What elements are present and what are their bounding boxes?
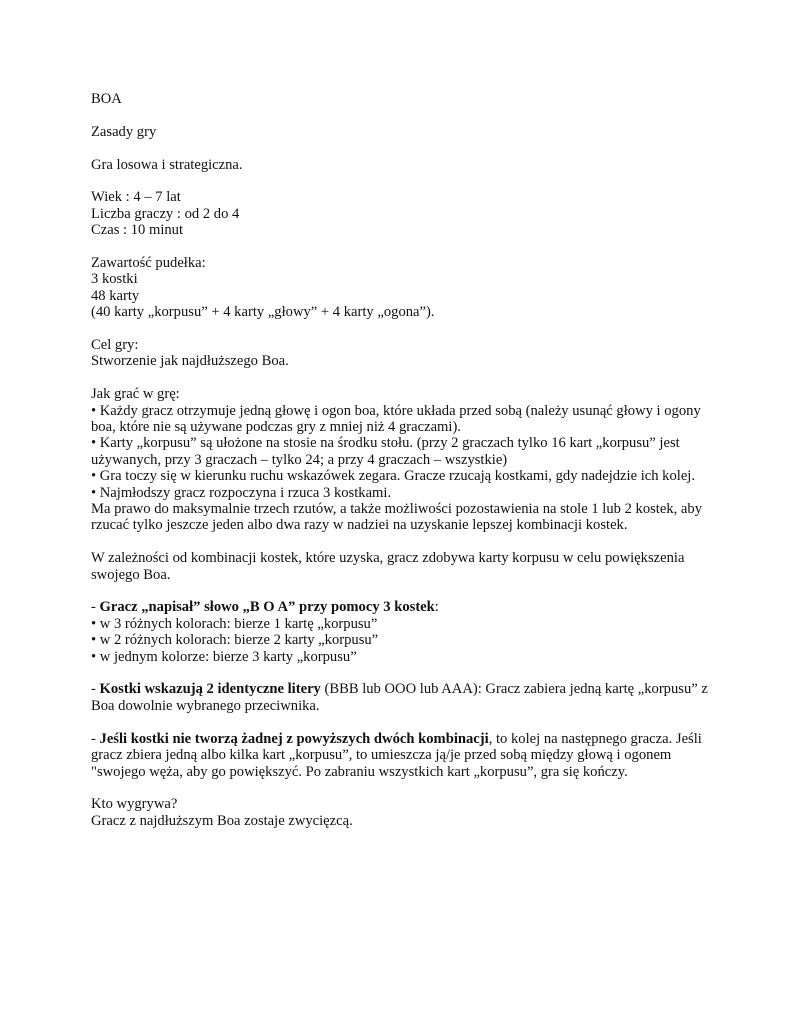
combinations-intro-text: W zależności od kombinacji kostek, które uzyska, gracz zdobywa karty korpusu w celu powiększenia — [91, 550, 685, 567]
how-to-play-heading: Jak grać w grę: — [91, 386, 180, 403]
goal-block — [91, 337, 731, 370]
winner-heading: Kto wygrywa? — [91, 796, 178, 813]
boa-word-rule-heading — [91, 599, 731, 615]
no-combination-rule-block — [91, 731, 731, 780]
rules-heading-block — [91, 124, 731, 140]
document-title-block — [91, 91, 731, 107]
no-combination-rule-continuation: "swojego węża, aby go powiększyć. Po zabraniu wszystkich kart „korpusu”, gra się kończy. — [91, 763, 628, 780]
no-combination-rule-line — [91, 731, 731, 747]
genre-block — [91, 157, 731, 173]
players-info: Liczba graczy : od 2 do 4 — [91, 205, 240, 222]
boa-word-rule-bold: Gracz „napisał” słowo „B O A” przy pomocy 3 kostek — [99, 599, 435, 616]
no-combination-rule-continuation: gracz zbiera jedną albo kilka kart „korpusu”, to umieszcza ją/je przed sobą między głową i ogonem — [91, 747, 672, 764]
box-contents-item: 3 kostki — [91, 271, 138, 288]
no-combination-rule-bold: Jeśli kostki nie tworzą żadnej z powyższych dwóch kombinacji — [99, 730, 489, 747]
document-title: BOA — [91, 91, 122, 107]
document-page — [91, 91, 731, 846]
identical-letters-rule-line — [91, 681, 731, 697]
box-contents-item: (40 karty „korpusu” + 4 karty „głowy” + 4 karty „ogona”). — [91, 304, 435, 321]
identical-letters-rule-text: (BBB lub OOO lub AAA): Gracz zabiera jedną kartę „korpusu” z — [320, 681, 708, 698]
identical-letters-rule-continuation: Boa dowolnie wybranego przeciwnika. — [91, 697, 320, 714]
how-to-play-block — [91, 386, 731, 534]
rethrow-text-continuation: rzucać tylko jeszcze jeden albo dwa razy w nadziei na uzyskanie lepszej kombinacji kostek. — [91, 517, 628, 534]
goal-heading: Cel gry: — [91, 337, 139, 354]
rule-bullet: • Każdy gracz otrzymuje jedną głowę i ogon boa, które układa przed sobą (należy usunąć głowy i ogony — [91, 402, 701, 419]
winner-block — [91, 796, 731, 829]
winner-text: Gracz z najdłuższym Boa zostaje zwycięzcą. — [91, 812, 353, 829]
age-info: Wiek : 4 – 7 lat — [91, 189, 181, 206]
rule-bullet-continuation: boa, które nie są używane podczas gry z mniej niż 4 graczami). — [91, 419, 461, 436]
rules-heading: Zasady gry — [91, 123, 157, 140]
rule-bullet: • Karty „korpusu” są ułożone na stosie na środku stołu. (przy 2 graczach tylko 16 kart „korpusu” jest — [91, 435, 680, 452]
rule-dash: - — [91, 730, 100, 747]
no-combination-rule-text: , to kolej na następnego gracza. Jeśli — [488, 730, 702, 747]
goal-text: Stworzenie jak najdłuższego Boa. — [91, 353, 289, 370]
identical-letters-rule-bold: Kostki wskazują 2 identyczne litery — [99, 681, 321, 698]
boa-word-rule-item: • w 2 różnych kolorach: bierze 2 karty „korpusu” — [91, 632, 379, 649]
combinations-intro-block — [91, 550, 731, 583]
box-contents-block — [91, 255, 731, 321]
identical-letters-rule-block — [91, 681, 731, 714]
rule-colon: : — [434, 599, 439, 616]
genre-text: Gra losowa i strategiczna. — [91, 156, 243, 173]
boa-word-rule-block — [91, 599, 731, 665]
rethrow-text: Ma prawo do maksymalnie trzech rzutów, a także możliwości pozostawienia na stole 1 lub 2 kostek, aby — [91, 501, 702, 518]
rule-bullet-continuation: używanych, przy 3 graczach – tylko 24; a przy 4 graczach – wszystkie) — [91, 451, 508, 468]
boa-word-rule-item: • w jednym kolorze: bierze 3 karty „korpusu” — [91, 648, 357, 665]
rule-bullet: • Najmłodszy gracz rozpoczyna i rzuca 3 kostkami. — [91, 484, 392, 501]
boa-word-rule-item: • w 3 różnych kolorach: bierze 1 kartę „korpusu” — [91, 615, 378, 632]
rule-bullet: • Gra toczy się w kierunku ruchu wskazówek zegara. Gracze rzucają kostkami, gdy nadejdzie ich kolej. — [91, 468, 696, 485]
combinations-intro-continuation: swojego Boa. — [91, 566, 171, 583]
time-info: Czas : 10 minut — [91, 222, 184, 239]
rule-dash: - — [91, 599, 100, 616]
box-contents-item: 48 karty — [91, 287, 140, 304]
game-info-block — [91, 189, 731, 238]
box-contents-heading: Zawartość pudełka: — [91, 255, 206, 271]
rule-dash: - — [91, 681, 100, 698]
